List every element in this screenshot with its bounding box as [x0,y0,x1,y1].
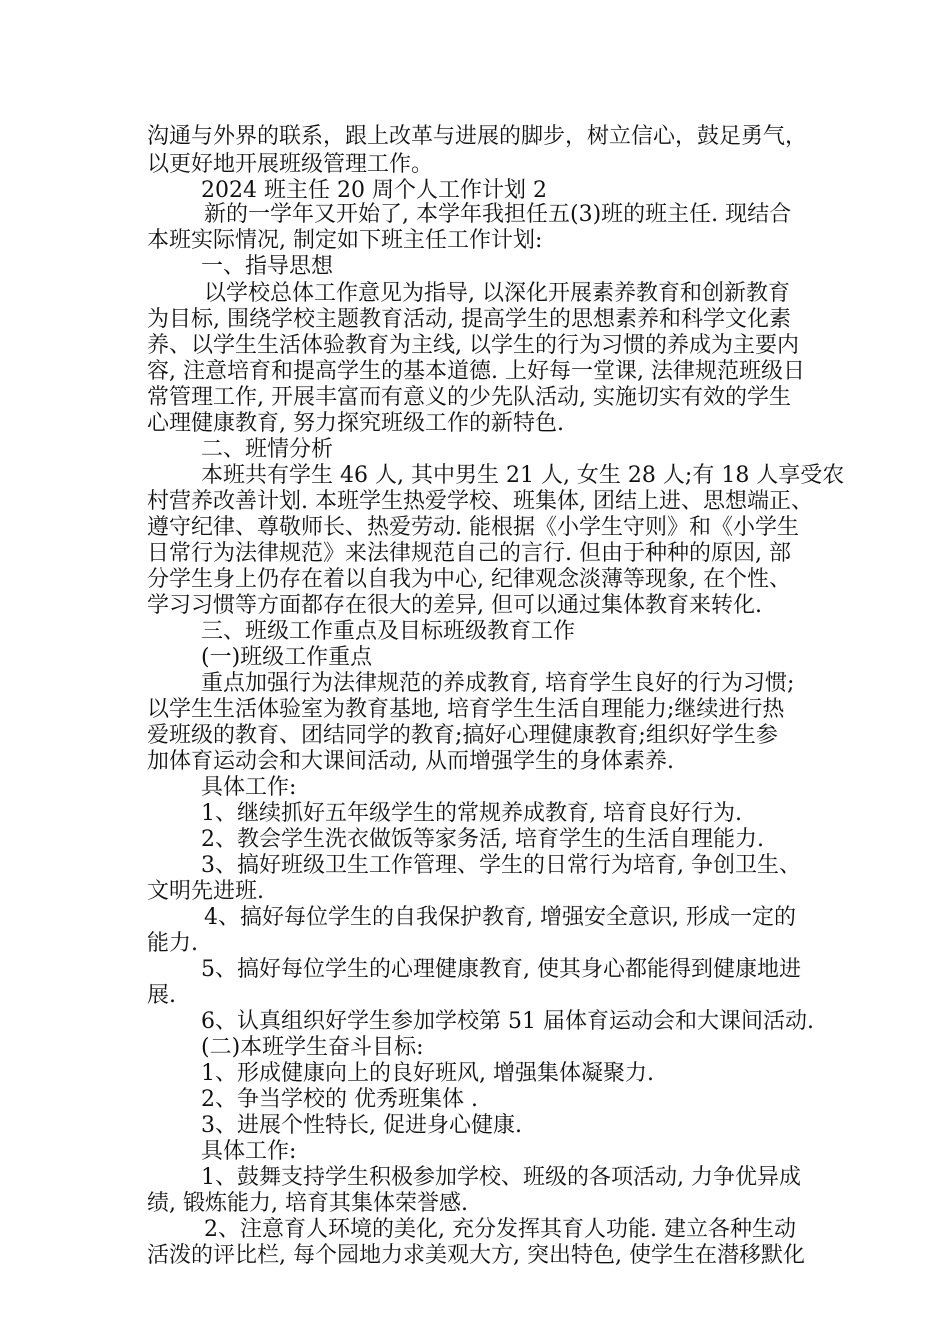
list-item: 1、鼓舞支持学生积极参加学校、班级的各项活动, 力争优异成 [201,1165,801,1190]
text-line: 活泼的评比栏, 每个园地力求美观大方, 突出特色, 使学生在潜移默化 [147,1243,805,1268]
list-item: 3、搞好班级卫生工作管理、学生的日常行为培育, 争创卫生、 [201,853,801,878]
list-item: 2、争当学校的 优秀班集体 . [201,1087,478,1112]
text-line: 沟通与外界的联系，跟上改革与进展的脚步，树立信心，鼓足勇气， [147,124,808,149]
text-line: 本班实际情况, 制定如下班主任工作计划: [147,228,543,253]
list-item: 2、注意育人环境的美化, 充分发挥其育人功能. 建立各种生动 [204,1217,796,1242]
text-line: 新的一学年又开始了, 本学年我担任五(3)班的班主任. 现结合 [204,202,792,227]
list-item: 5、搞好每位学生的心理健康教育, 使其身心都能得到健康地进 [201,957,801,982]
subsection-heading: (一)班级工作重点 [201,645,373,670]
section-heading: 一、指导思想 [201,254,334,279]
section-heading: 三、班级工作重点及目标班级教育工作 [201,619,576,644]
text-line: 具体工作: [201,1139,297,1164]
text-line: 能力. [147,931,198,956]
text-line: 文明先进班. [147,879,264,904]
text-line: 加体育运动会和大课间活动, 从而增强学生的身体素养. [147,749,674,774]
list-item: 2、教会学生洗衣做饭等家务活, 培育学生的生活自理能力. [201,827,764,852]
text-line: 以学生生活体验室为教育基地, 培育学生生活自理能力;继续进行热 [147,697,785,722]
text-line: 学习习惯等方面都存在很大的差异, 但可以通过集体教育来转化. [147,593,762,618]
text-line: 展. [147,983,176,1008]
text-line: 绩, 锻炼能力, 培育其集体荣誉感. [147,1191,468,1216]
text-line: 重点加强行为法律规范的养成教育, 培育学生良好的行为习惯; [201,671,795,696]
text-line: 村营养改善计划. 本班学生热爱学校、班集体, 团结上进、思想端正、 [147,489,813,514]
section-heading: 二、班情分析 [201,437,334,462]
list-item: 1、继续抓好五年级学生的常规养成教育, 培育良好行为. [201,801,742,826]
text-line: 爱班级的教育、团结同学的教育;搞好心理健康教育;组织好学生参 [147,723,778,748]
text-line: 容, 注意培育和提高学生的基本道德. 上好每一堂课, 法律规范班级日 [147,359,805,384]
text-line: 遵守纪律、尊敬师长、热爱劳动. 能根据《小学生守则》和《小学生 [147,515,799,540]
text-line: 以学校总体工作意见为指导, 以深化开展素养教育和创新教育 [204,281,790,306]
text-line: 为目标, 围绕学校主题教育活动, 提高学生的思想素养和科学文化素 [147,307,791,332]
text-line: 日常行为法律规范》来法律规范自己的言行. 但由于种种的原因, 部 [147,541,791,566]
text-line: 分学生身上仍存在着以自我为中心, 纪律观念淡薄等现象, 在个性、 [147,567,791,592]
text-line: 常管理工作, 开展丰富而有意义的少先队活动, 实施切实有效的学生 [147,385,791,410]
text-line: 具体工作: [201,775,297,800]
text-line: 养、以学生生活体验教育为主线, 以学生的行为习惯的养成为主要内 [147,333,799,358]
list-item: 3、进展个性特长, 促进身心健康. [201,1113,522,1138]
list-item: 1、形成健康向上的良好班风, 增强集体凝聚力. [201,1061,654,1086]
section-heading: 2024 班主任 20 周个人工作计划 2 [201,178,547,203]
list-item: 4、搞好每位学生的自我保护教育, 增强安全意识, 形成一定的 [204,905,796,930]
list-item: 6、认真组织好学生参加学校第 51 届体育运动会和大课间活动. [201,1009,814,1034]
text-line: 本班共有学生 46 人, 其中男生 21 人, 女生 28 人;有 18 人享受农 [201,463,845,488]
text-line: 心理健康教育, 努力探究班级工作的新特色. [147,411,564,436]
text-line: 以更好地开展班级管理工作。 [147,152,434,177]
subsection-heading: (二)本班学生奋斗目标: [201,1035,424,1060]
